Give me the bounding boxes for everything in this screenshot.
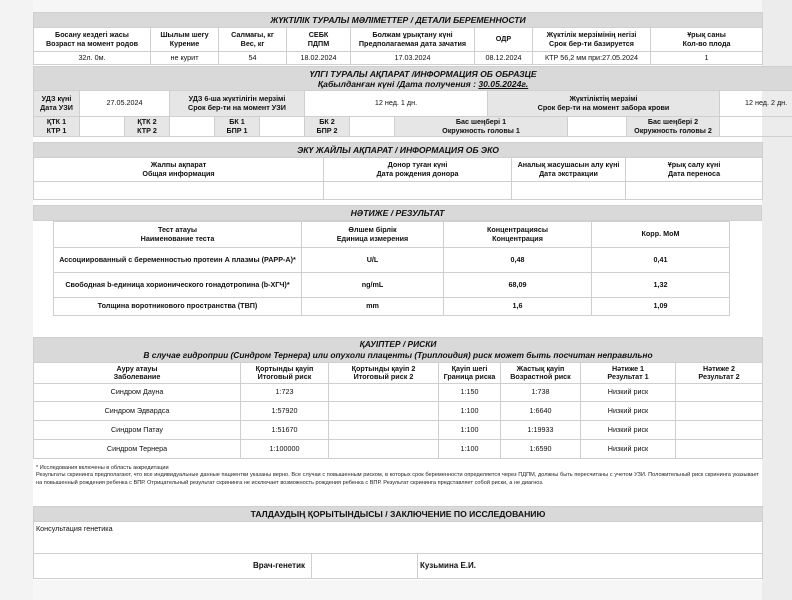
result-concentration: 1,6 bbox=[444, 298, 592, 316]
result-mom: 1,09 bbox=[592, 298, 730, 316]
eco-donor-value bbox=[324, 182, 512, 200]
ktr2-value bbox=[170, 117, 215, 137]
result-header-test: Тест атауы Наименование теста bbox=[54, 222, 302, 248]
notes-section bbox=[33, 465, 762, 487]
eco-title: ЭКҮ ЖАЙЛЫ АҚПАРАТ / ИНФОРМАЦИЯ ОБ ЭКО bbox=[34, 143, 763, 158]
term-uzi-value: 12 нед. 1 дн. bbox=[305, 91, 488, 117]
risk-result2 bbox=[676, 402, 763, 421]
ktr1-value bbox=[80, 117, 125, 137]
header-lmp: СЕБК ПДПМ bbox=[287, 28, 351, 52]
risk-result1: Низкий риск bbox=[581, 440, 676, 459]
eco-transfer-header: Ұрық салу күні Дата переноса bbox=[626, 158, 763, 182]
result-section bbox=[33, 205, 762, 316]
term-uzi-label: УДЗ 6-ша жүктілігін мерзімі Срок бер-ти на момент УЗИ bbox=[170, 91, 305, 117]
risk-age: 1:6640 bbox=[501, 402, 581, 421]
doctor-name: Кузьмина Е.И. bbox=[418, 554, 763, 579]
risk-header-cutoff: Қауіп шегі Граница риска bbox=[439, 363, 501, 384]
bpr1-label: БК 1 БПР 1 bbox=[215, 117, 260, 137]
risk-header-final2: Қортынды қауіп 2 Итоговый риск 2 bbox=[329, 363, 439, 384]
risk-disease: Синдром Эдвардса bbox=[34, 402, 241, 421]
term-blood-label: Жүктіліктің мерзімі Срок бер-ти на момент забора крови bbox=[488, 91, 720, 117]
risk-header-age: Жастық қауіп Возрастной риск bbox=[501, 363, 581, 384]
header-term-basis: Жүктілік мерзімінің негізі Срок бер-ти базируется bbox=[533, 28, 651, 52]
risk-final2 bbox=[329, 402, 439, 421]
table-row bbox=[34, 384, 763, 402]
header-fetus-count: Ұрық саны Кол-во плода bbox=[651, 28, 763, 52]
result-header-unit: Өлшем бірлік Единица измерения bbox=[302, 222, 444, 248]
accreditation-note: * Исследования включены в область аккредитации bbox=[36, 465, 169, 471]
risks-title: ҚАУІПТЕР / РИСКИ В случае гидроприи (Синдром Тернера) или опухоли плаценты (Триплоидия) риск может быть посчитан неправильно bbox=[34, 338, 763, 363]
eco-donor-header: Донор туған күні Дата рождения донора bbox=[324, 158, 512, 182]
uzi-date-label: УДЗ күні Дата УЗИ bbox=[34, 91, 80, 117]
result-concentration: 0,48 bbox=[444, 248, 592, 273]
eco-extraction-value bbox=[512, 182, 626, 200]
risk-disease: Синдром Патау bbox=[34, 421, 241, 440]
risk-final: 1:51670 bbox=[241, 421, 329, 440]
term-blood-value: 12 нед. 2 дн. bbox=[720, 91, 792, 117]
risk-header-final: Қортынды қауіп Итоговый риск bbox=[241, 363, 329, 384]
table-row bbox=[34, 402, 763, 421]
value-term-basis: КТР 56,2 мм при:27.05.2024 bbox=[533, 52, 651, 65]
risk-final: 1:100000 bbox=[241, 440, 329, 459]
sample-section bbox=[33, 66, 788, 137]
bpr2-value bbox=[350, 117, 395, 137]
conclusion-section bbox=[33, 506, 762, 579]
table-row bbox=[54, 273, 730, 298]
result-unit: U/L bbox=[302, 248, 444, 273]
risk-age: 1:19933 bbox=[501, 421, 581, 440]
value-weight: 54 bbox=[219, 52, 287, 65]
head1-value bbox=[568, 117, 627, 137]
head2-label: Бас шеңбері 2 Окружность головы 2 bbox=[627, 117, 720, 137]
risk-result1: Низкий риск bbox=[581, 402, 676, 421]
result-mom: 1,32 bbox=[592, 273, 730, 298]
head2-value bbox=[720, 117, 792, 137]
uzi-date-value: 27.05.2024 bbox=[80, 91, 170, 117]
risk-final2 bbox=[329, 440, 439, 459]
bpr1-value bbox=[260, 117, 305, 137]
risk-header-result1: Нәтиже 1 Результат 1 bbox=[581, 363, 676, 384]
risk-result2 bbox=[676, 384, 763, 402]
risk-result1: Низкий риск bbox=[581, 421, 676, 440]
header-weight: Салмағы, кг Вес, кг bbox=[219, 28, 287, 52]
doctor-signature bbox=[312, 554, 418, 579]
risk-final: 1:57920 bbox=[241, 402, 329, 421]
received-date: 30.05.2024г. bbox=[478, 78, 529, 89]
value-conception: 17.03.2024 bbox=[351, 52, 475, 65]
risk-cutoff: 1:150 bbox=[439, 384, 501, 402]
risks-subtitle: В случае гидроприи (Синдром Тернера) или опухоли плаценты (Триплоидия) риск может быть посчитан неправильно bbox=[143, 350, 653, 360]
ktr1-label: ҚТК 1 КТР 1 bbox=[34, 117, 80, 137]
risk-cutoff: 1:100 bbox=[439, 402, 501, 421]
table-row bbox=[34, 421, 763, 440]
result-header-concentration: Концентрациясы Концентрация bbox=[444, 222, 592, 248]
risk-disease: Синдром Тернера bbox=[34, 440, 241, 459]
risk-age: 1:738 bbox=[501, 384, 581, 402]
header-smoking: Шылым шегу Курение bbox=[151, 28, 219, 52]
result-test-name: Ассоциированный с беременностью протеин А плазмы (PAPP-A)* bbox=[54, 248, 302, 273]
risk-result2 bbox=[676, 440, 763, 459]
risk-disease: Синдром Дауна bbox=[34, 384, 241, 402]
eco-general-value bbox=[34, 182, 324, 200]
result-test-name: Толщина воротникового пространства (ТВП) bbox=[54, 298, 302, 316]
risk-header-result2: Нәтиже 2 Результат 2 bbox=[676, 363, 763, 384]
disclaimer-note: Результаты скрининга предполагают, что все индивидуальные данные пациентки указаны верно. Все случаи с повышенным риском, в которых срок беременности определяется через ПДПМ, должны быть пересчитаны с учетом УЗИ. Положительный риск скрининга указывает на повышенный рождения ребенка с ВПР. Отрицательный результат скрининга не исключает возможность рождения ребенка с ВПР. Результат скрининга представляет собой риски, а не диагноз. bbox=[36, 472, 759, 486]
ktr2-label: ҚТК 2 КТР 2 bbox=[125, 117, 170, 137]
result-mom: 0,41 bbox=[592, 248, 730, 273]
value-smoking: не курит bbox=[151, 52, 219, 65]
doctor-label: Врач-генетик bbox=[34, 554, 312, 579]
result-unit: ng/mL bbox=[302, 273, 444, 298]
background-left bbox=[0, 0, 33, 600]
result-title: НӘТИЖЕ / РЕЗУЛЬТАТ bbox=[34, 206, 762, 221]
result-test-name: Свободная b-единица хорионического гонадотропина (b-ХГЧ)* bbox=[54, 273, 302, 298]
value-edd: 08.12.2024 bbox=[475, 52, 533, 65]
table-row bbox=[54, 298, 730, 316]
conclusion-title: ТАЛДАУДЫҢ ҚОРЫТЫНДЫСЫ / ЗАКЛЮЧЕНИЕ ПО ИССЛЕДОВАНИЮ bbox=[34, 507, 763, 522]
eco-general-header: Жалпы ақпарат Общая информация bbox=[34, 158, 324, 182]
header-age: Босану кездегі жасы Возраст на момент родов bbox=[34, 28, 151, 52]
risk-cutoff: 1:100 bbox=[439, 440, 501, 459]
pregnancy-section bbox=[33, 12, 762, 65]
result-concentration: 68,09 bbox=[444, 273, 592, 298]
table-row bbox=[54, 248, 730, 273]
risk-age: 1:6590 bbox=[501, 440, 581, 459]
header-edd: ОДР bbox=[475, 28, 533, 52]
eco-extraction-header: Аналық жасушасын алу күні Дата экстракции bbox=[512, 158, 626, 182]
bpr2-label: БК 2 БПР 2 bbox=[305, 117, 350, 137]
risk-result2 bbox=[676, 421, 763, 440]
head1-label: Бас шеңбері 1 Окружность головы 1 bbox=[395, 117, 568, 137]
risk-final2 bbox=[329, 384, 439, 402]
report-sheet bbox=[33, 12, 788, 580]
risk-cutoff: 1:100 bbox=[439, 421, 501, 440]
risks-section bbox=[33, 337, 762, 459]
risk-result1: Низкий риск bbox=[581, 384, 676, 402]
result-unit: mm bbox=[302, 298, 444, 316]
header-conception: Болжам ұрықтану күні Предполагаемая дата зачатия bbox=[351, 28, 475, 52]
value-fetus-count: 1 bbox=[651, 52, 763, 65]
conclusion-text: Консультация генетика bbox=[34, 522, 763, 554]
value-lmp: 18.02.2024 bbox=[287, 52, 351, 65]
risk-final2 bbox=[329, 421, 439, 440]
risk-header-disease: Ауру атауы Заболевание bbox=[34, 363, 241, 384]
pregnancy-title: ЖҮКТІЛІК ТУРАЛЫ МӘЛІМЕТТЕР / ДЕТАЛИ БЕРЕМЕННОСТИ bbox=[34, 13, 763, 28]
sample-title: ҮЛГІ ТУРАЛЫ АҚПАРАТ /ИНФОРМАЦИЯ ОБ ОБРАЗЦЕ Қабылданған күні /Дата получения : 30.05.2024г. bbox=[34, 67, 792, 91]
eco-transfer-value bbox=[626, 182, 763, 200]
risk-final: 1:723 bbox=[241, 384, 329, 402]
table-row bbox=[34, 440, 763, 459]
value-age: 32л. 0м. bbox=[34, 52, 151, 65]
eco-section bbox=[33, 142, 762, 200]
result-header-mom: Корр. МоМ bbox=[592, 222, 730, 248]
